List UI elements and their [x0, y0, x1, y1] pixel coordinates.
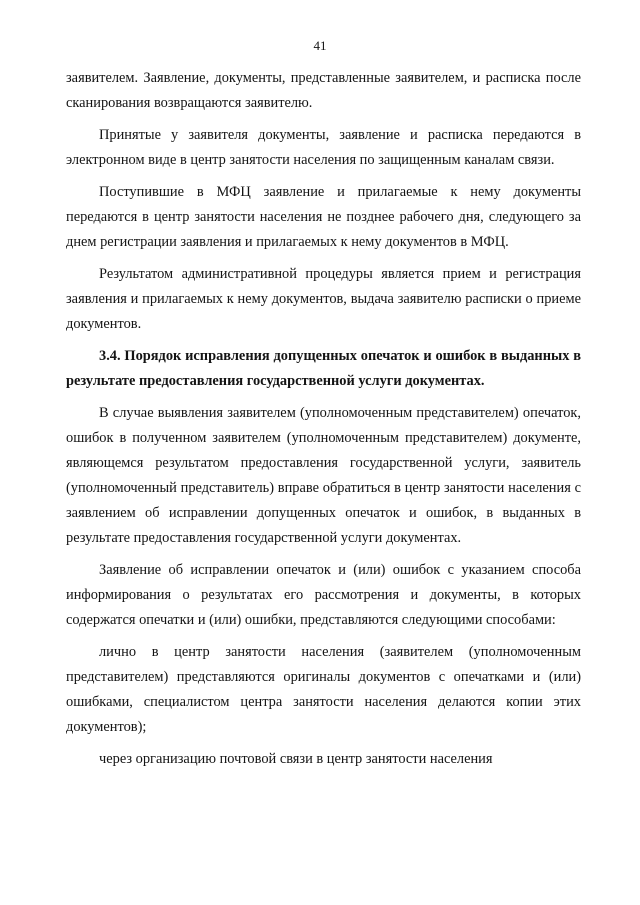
paragraph-by-mail: через организацию почтовой связи в центр занятости населения	[99, 751, 493, 767]
paragraph-error-case: В случае выявления заявителем (уполномоченным представителем) опечаток, ошибок в полученном заявителем (уполномоченным представителем) документе, являющемся результатом предоставления государственной услуги, заявитель (уполномоченный представитель) вправе обратиться в центр занятости населения с заявлением об исправлении допущенных опечаток и ошибок, в выданных в результате предоставления государственной услуги документах.	[66, 405, 581, 546]
paragraph-mfc-transfer: Поступившие в МФЦ заявление и прилагаемые к нему документы передаются в центр занятости населения не позднее рабочего дня, следующего за днем регистрации заявления и прилагаемых к нему документов в МФЦ.	[66, 184, 581, 250]
page-number: 41	[313, 38, 327, 53]
paragraph-procedure-result: Результатом административной процедуры является прием и регистрация заявления и прилагаемых к нему документов, выдача заявителю расписки о приеме документов.	[66, 266, 581, 332]
paragraph-in-person: лично в центр занятости населения (заявителем (уполномоченным представителем) представляются оригиналы документов с опечатками и (или) ошибками, специалистом центра занятости населения делаются копии этих документов);	[66, 644, 581, 735]
paragraph-documents-transfer: Принятые у заявителя документы, заявление и расписка передаются в электронном виде в центр занятости населения по защищенным каналам связи.	[66, 127, 581, 168]
document-body	[66, 66, 581, 779]
section-heading: 3.4. Порядок исправления допущенных опечаток и ошибок в выданных в результате предоставления государственной услуги документах.	[66, 348, 581, 389]
paragraph-continuation: заявителем. Заявление, документы, представленные заявителем, и расписка после сканирования возвращаются заявителю.	[66, 70, 581, 111]
paragraph-application-methods: Заявление об исправлении опечаток и (или) ошибок с указанием способа информирования о результатах его рассмотрения и документы, в которых содержатся опечатки и (или) ошибки, представляются следующими способами:	[66, 562, 581, 628]
